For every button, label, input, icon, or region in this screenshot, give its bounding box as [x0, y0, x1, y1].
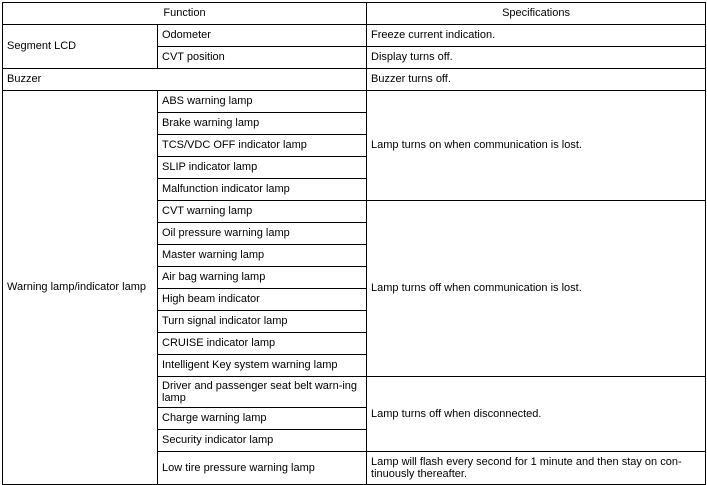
function-item: Brake warning lamp	[158, 113, 367, 135]
specifications-table	[2, 2, 706, 485]
warning-lamp-label: Warning lamp/indicator lamp	[3, 91, 158, 485]
function-item: Intelligent Key system warning lamp	[158, 355, 367, 377]
buzzer-label: Buzzer	[3, 69, 367, 91]
header-function: Function	[3, 3, 367, 25]
table-row	[3, 25, 706, 47]
header-specifications: Specifications	[367, 3, 706, 25]
spec-cell: Lamp turns off when disconnected.	[367, 377, 706, 452]
function-item: Odometer	[158, 25, 367, 47]
function-item: Air bag warning lamp	[158, 267, 367, 289]
function-item: Driver and passenger seat belt warn-ing lamp	[158, 377, 367, 408]
table-row	[3, 69, 706, 91]
function-item: Oil pressure warning lamp	[158, 223, 367, 245]
spec-cell: Lamp will flash every second for 1 minute and then stay on con-tinuously thereafter.	[367, 452, 706, 485]
function-item: Charge warning lamp	[158, 408, 367, 430]
spec-cell: Lamp turns off when communication is lost.	[367, 201, 706, 377]
spec-cell: Buzzer turns off.	[367, 69, 706, 91]
spec-cell: Display turns off.	[367, 47, 706, 69]
function-item: CVT position	[158, 47, 367, 69]
function-item: SLIP indicator lamp	[158, 157, 367, 179]
function-item: CRUISE indicator lamp	[158, 333, 367, 355]
function-item: TCS/VDC OFF indicator lamp	[158, 135, 367, 157]
function-item: Turn signal indicator lamp	[158, 311, 367, 333]
table-row	[3, 91, 706, 113]
header-row	[3, 3, 706, 25]
function-item: Security indicator lamp	[158, 430, 367, 452]
function-item: Malfunction indicator lamp	[158, 179, 367, 201]
function-item: ABS warning lamp	[158, 91, 367, 113]
spec-cell: Freeze current indication.	[367, 25, 706, 47]
segment-lcd-label: Segment LCD	[3, 25, 158, 69]
function-item: Low tire pressure warning lamp	[158, 452, 367, 485]
function-item: High beam indicator	[158, 289, 367, 311]
spec-cell: Lamp turns on when communication is lost.	[367, 91, 706, 201]
function-item: CVT warning lamp	[158, 201, 367, 223]
function-item: Master warning lamp	[158, 245, 367, 267]
